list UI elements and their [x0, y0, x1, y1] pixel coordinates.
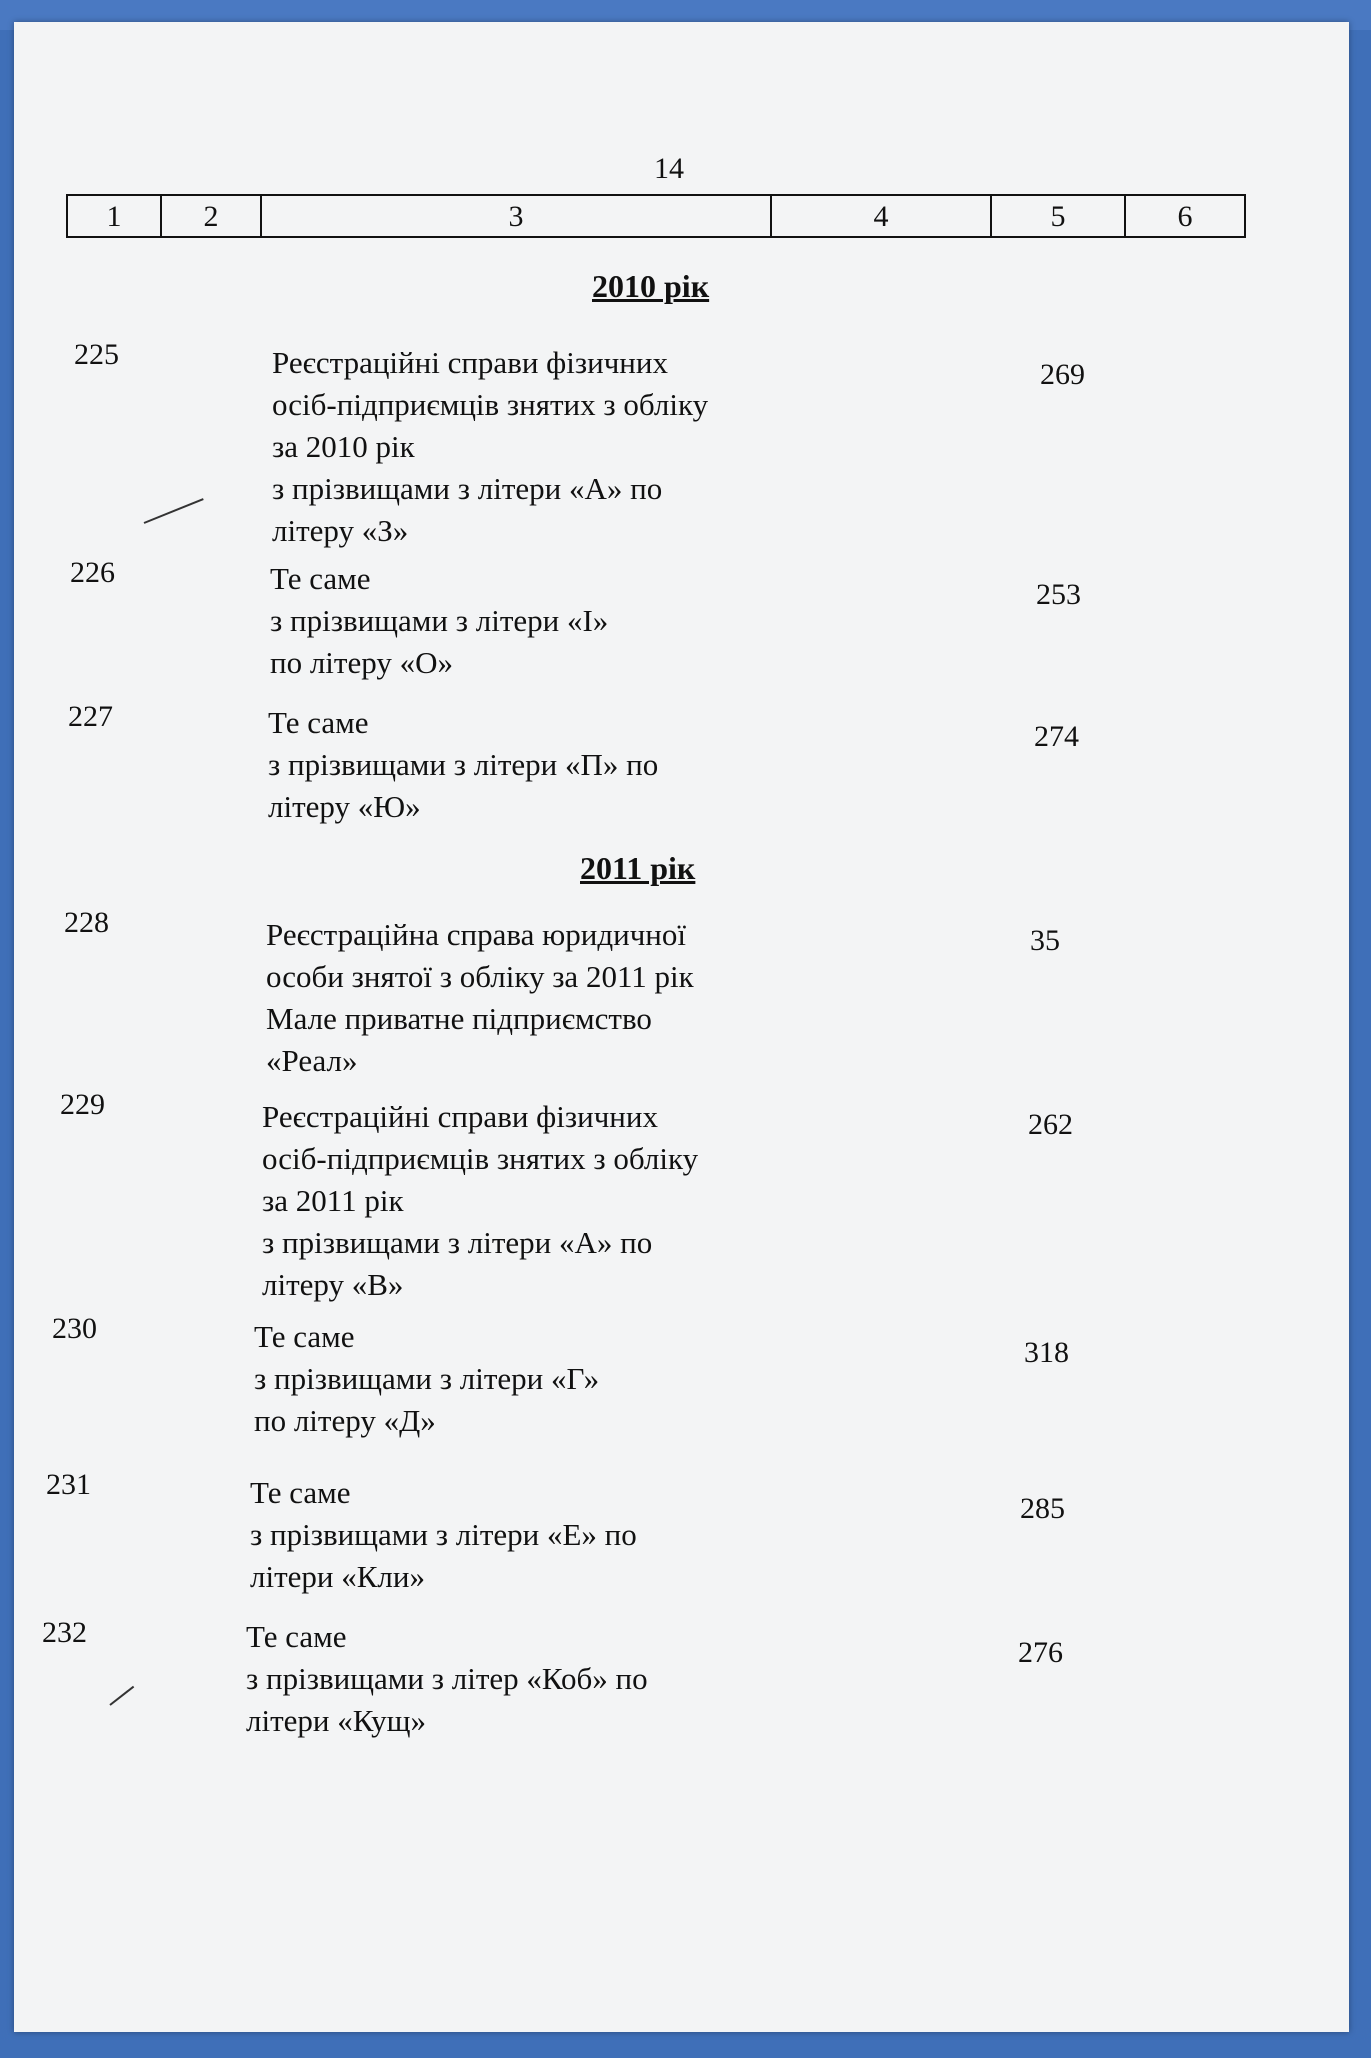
description-line: з прізвищами з літери «А» по: [262, 1225, 653, 1260]
pencil-mark: [144, 498, 204, 524]
entry-description: [272, 342, 708, 552]
entry-count: 318: [1024, 1336, 1069, 1369]
description-line: Те саме: [250, 1475, 351, 1510]
description-line: Реєстраційна справа юридичної: [266, 917, 686, 952]
year-heading-2010: 2010 рік: [592, 268, 710, 304]
entry-number: 232: [42, 1616, 87, 1649]
description-line: за 2011 рік: [262, 1183, 404, 1218]
column-header-6: 6: [1177, 200, 1193, 233]
description-line: Реєстраційні справи фізичних: [272, 345, 668, 380]
entry-description: [270, 558, 608, 684]
document-page: [14, 22, 1349, 2032]
description-line: літеру «В»: [262, 1267, 404, 1302]
description-line: з прізвищами з літери «І»: [270, 603, 609, 638]
column-header-4: 4: [772, 196, 992, 236]
entry-number: 225: [74, 338, 119, 371]
description-line: по літеру «О»: [270, 645, 453, 680]
description-line: Мале приватне підприємство: [266, 1001, 652, 1036]
description-line: з прізвищами з літери «П» по: [268, 747, 659, 782]
column-header-2: 2: [162, 196, 262, 236]
description-line: з прізвищами з літер «Коб» по: [246, 1661, 648, 1696]
entry-count: 285: [1020, 1492, 1065, 1525]
entry-number: 231: [46, 1468, 91, 1501]
description-line: літеру «З»: [272, 513, 409, 548]
description-line: по літеру «Д»: [254, 1403, 436, 1438]
entry-number: 230: [52, 1312, 97, 1345]
entry-description: [254, 1316, 599, 1442]
description-line: літеру «Ю»: [268, 789, 421, 824]
entry-number: 226: [70, 556, 115, 589]
description-line: літери «Кущ»: [246, 1703, 426, 1738]
column-header-5: 5: [992, 196, 1126, 236]
entry-count: 269: [1040, 358, 1085, 391]
entry-description: [246, 1616, 648, 1742]
description-line: осіб-підприємців знятих з обліку: [262, 1141, 699, 1176]
column-header-table: [66, 194, 1246, 238]
description-line: з прізвищами з літери «Е» по: [250, 1517, 637, 1552]
description-line: Те саме: [270, 561, 371, 596]
column-header-3: 3: [262, 196, 772, 236]
entry-number: 227: [68, 700, 113, 733]
year-heading-2011: 2011 рік: [580, 850, 696, 886]
description-line: за 2010 рік: [272, 429, 415, 464]
column-header-1: 1: [68, 196, 162, 236]
entry-count: 276: [1018, 1636, 1063, 1669]
entry-count: 253: [1036, 578, 1081, 611]
description-line: Те саме: [246, 1619, 347, 1654]
description-line: Реєстраційні справи фізичних: [262, 1099, 658, 1134]
description-line: з прізвищами з літери «А» по: [272, 471, 663, 506]
description-line: з прізвищами з літери «Г»: [254, 1361, 600, 1396]
entry-count: 262: [1028, 1108, 1073, 1141]
description-line: Те саме: [254, 1319, 355, 1354]
description-line: осіб-підприємців знятих з обліку: [272, 387, 709, 422]
entry-description: [268, 702, 658, 828]
description-line: особи знятої з обліку за 2011 рік: [266, 959, 694, 994]
entry-count: 274: [1034, 720, 1079, 753]
page-number: 14: [654, 152, 684, 185]
description-line: «Реал»: [266, 1043, 358, 1078]
pencil-mark: [109, 1686, 134, 1706]
entry-description: [262, 1096, 698, 1306]
entry-description: [250, 1472, 637, 1598]
description-line: літери «Кли»: [250, 1559, 425, 1594]
description-line: Те саме: [268, 705, 369, 740]
entry-number: 228: [64, 906, 109, 939]
entry-number: 229: [60, 1088, 105, 1121]
entry-description: [266, 914, 694, 1082]
entry-count: 35: [1030, 924, 1060, 957]
